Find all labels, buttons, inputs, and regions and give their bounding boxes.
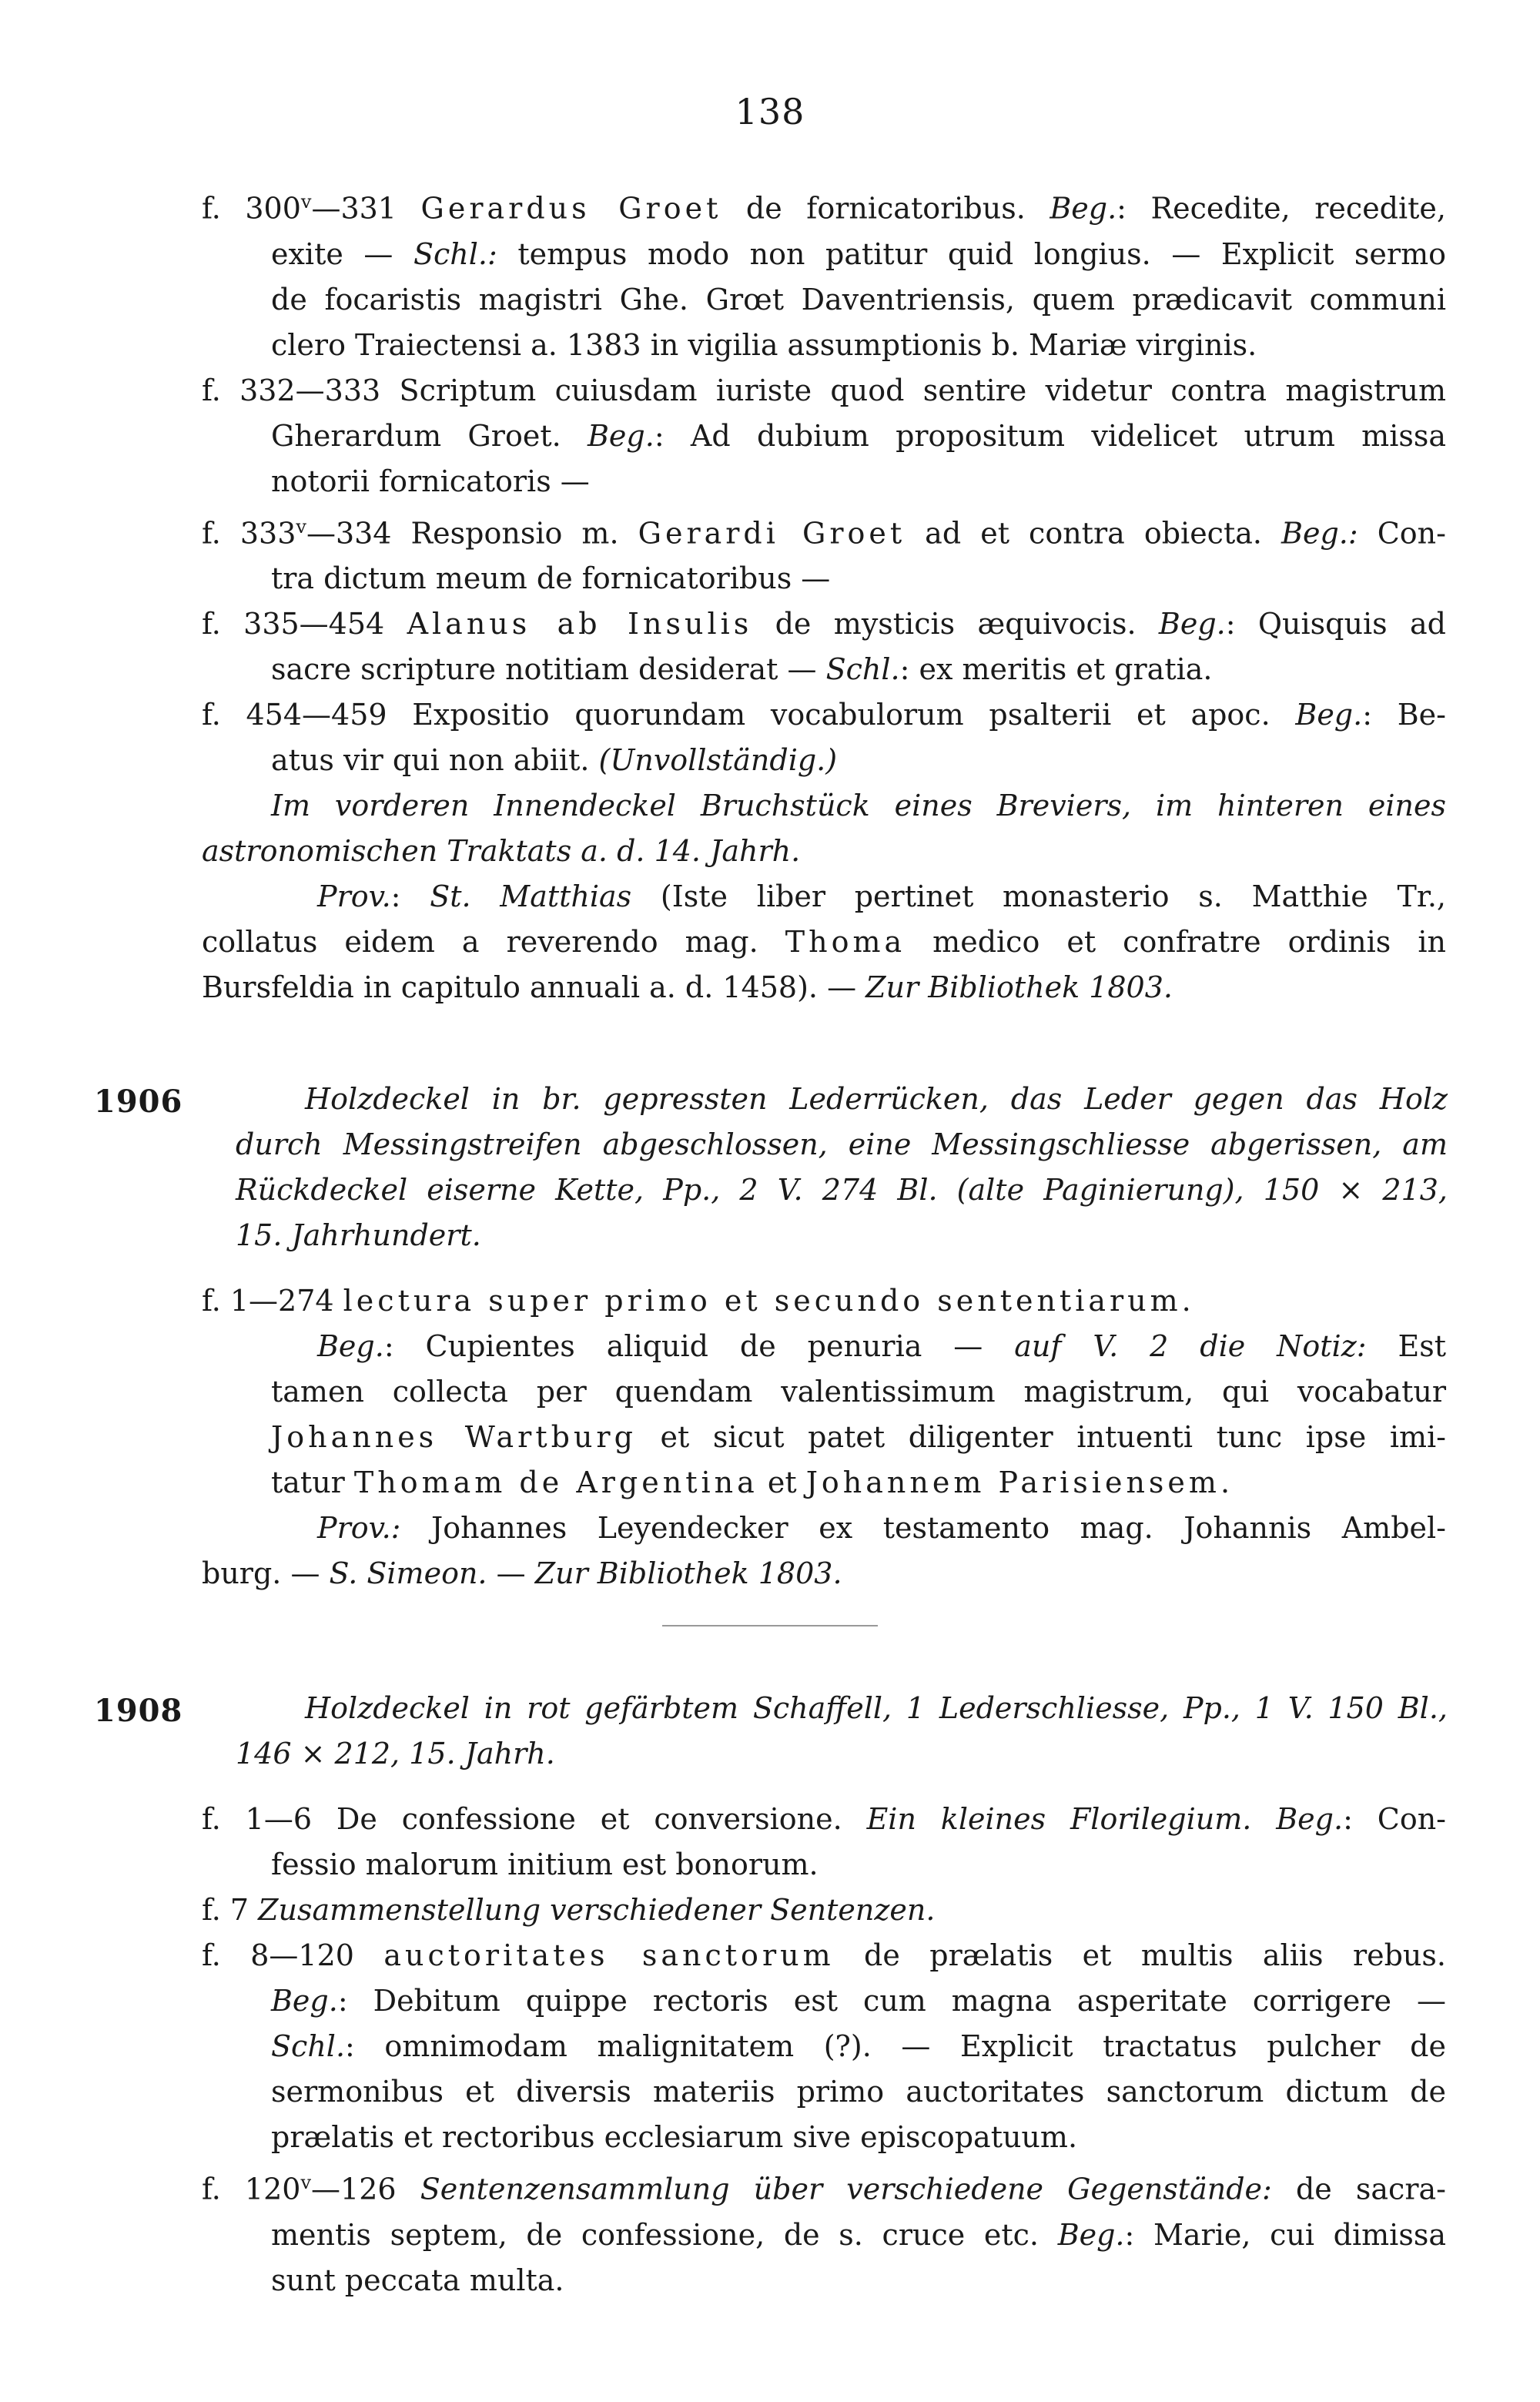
text-line: Prov.: Johannes Leyendecker ex testamento mag. Johannis Ambel- <box>317 1511 1446 1545</box>
text-line: Rückdeckel eiserne Kette, Pp., 2 V. 274 Bl. (alte Paginierung), 150 × 213, <box>236 1173 1448 1207</box>
text-line: f. 332—333 Scriptum cuiusdam iuriste quod sentire videtur contra magistrum <box>202 373 1446 407</box>
text-line: sermonibus et diversis materiis primo auctoritates sanctorum dictum de <box>271 2075 1446 2109</box>
text-line: Im vorderen Innendeckel Bruchstück eines Breviers, im hinteren eines <box>271 789 1446 823</box>
entry-1906-description <box>236 1077 1448 1258</box>
text-line: burg. — S. Simeon. — Zur Bibliothek 1803. <box>202 1556 842 1590</box>
text-line: Schl.: omnimodam malignitatem (?). — Explicit tractatus pulcher de <box>271 2029 1446 2063</box>
text-line: Beg.: Cupientes aliquid de penuria — auf V. 2 die Notiz: Est <box>317 1329 1446 1363</box>
text-line: Bursfeldia in capitulo annuali a. d. 1458). — Zur Bibliothek 1803. <box>202 970 1173 1005</box>
text-line: f. 8—120 auctoritates sanctorum de prælatis et multis aliis rebus. <box>202 1938 1446 1972</box>
text-line: prælatis et rectoribus ecclesiarum sive episcopatuum. <box>271 2120 1078 2154</box>
text-line: collatus eidem a reverendo mag. Thoma medico et confratre ordinis in <box>202 925 1446 960</box>
text-line: 146 × 212, 15. Jahrh. <box>236 1737 555 1771</box>
text-line: Holzdeckel in rot gefärbtem Schaffell, 1 Lederschliesse, Pp., 1 V. 150 Bl., <box>305 1691 1448 1725</box>
text-line: mentis septem, de confessione, de s. cruce etc. Beg.: Marie, cui dimissa <box>271 2217 1446 2252</box>
text-line: Gherardum Groet. Beg.: Ad dubium propositum videlicet utrum missa <box>271 418 1447 453</box>
text-line: sacre scripture notitiam desiderat — Schl.: ex meritis et gratia. <box>271 652 1213 687</box>
text-line: sunt peccata multa. <box>271 2263 564 2297</box>
text-line: Prov.: St. Matthias (Iste liber pertinet monasterio s. Matthie Tr., <box>317 879 1446 914</box>
text-line: f. 335—454 Alanus ab Insulis de mysticis æquivocis. Beg.: Quisquis ad <box>202 607 1446 642</box>
text-line: Holzdeckel in br. gepressten Lederrücken, das Leder gegen das Holz <box>305 1082 1448 1116</box>
entry-number-1906: 1906 <box>94 1084 183 1120</box>
text-line: Johannes Wartburg et sicut patet diligenter intuenti tunc ipse imi- <box>271 1420 1446 1454</box>
separator-rule <box>662 1625 878 1626</box>
text-line: f. 333$^v$—334 Responsio m. Gerardi Groet ad et contra obiecta. Beg.: Con- <box>202 515 1446 551</box>
text-line: de focaristis magistri Ghe. Grœt Daventriensis, quem prædicavit communi <box>271 282 1446 317</box>
text-line: tra dictum meum de fornicatoribus — <box>271 561 831 596</box>
text-line: atus vir qui non abiit. (Unvollständig.) <box>271 743 838 778</box>
text-line: f. 120$^v$—126 Sentenzensammlung über verschiedene Gegenstände: de sacra- <box>202 2172 1446 2206</box>
text-line: astronomischen Traktats a. d. 14. Jahrh. <box>202 834 801 869</box>
entry-1908-description <box>236 1686 1448 1777</box>
text-line: f. 1—274 lectura super primo et secundo sententiarum. <box>202 1284 1195 1318</box>
text-line: f. 454—459 Expositio quorundam vocabulorum psalterii et apoc. Beg.: Be- <box>202 698 1446 732</box>
text-line: f. 7 Zusammenstellung verschiedener Sentenzen. <box>202 1893 936 1927</box>
text-line: tatur Thomam de Argentina et Johannem Parisiensem. <box>271 1466 1234 1499</box>
entry-1906-contents <box>202 1278 1446 1596</box>
text-line: clero Traiectensi a. 1383 in vigilia assumptionis b. Mariæ virginis. <box>271 327 1257 362</box>
text-line: fessio malorum initium est bonorum. <box>271 1848 819 1881</box>
text-line: f. 300$^v$—331 Gerardus Groet de fornicatoribus. Beg.: Recedite, recedite, <box>202 191 1446 226</box>
entry-number-1908: 1908 <box>94 1693 183 1729</box>
text-line: f. 1—6 De confessione et conversione. Ein kleines Florilegium. Beg.: Con- <box>202 1802 1447 1836</box>
page-number: 138 <box>735 91 805 132</box>
text-line: notorii fornicatoris — <box>271 464 590 498</box>
text-line: Beg.: Debitum quippe rectoris est cum magna asperitate corrigere — <box>271 1984 1446 2018</box>
text-line: exite — Schl.: tempus modo non patitur quid longius. — Explicit sermo <box>271 236 1446 271</box>
text-line: tamen collecta per quendam valentissimum magistrum, qui vocabatur <box>271 1375 1446 1409</box>
entry-1908-contents <box>202 1797 1446 2303</box>
entry-1905-contents <box>202 179 1446 1010</box>
text-line: 15. Jahrhundert. <box>236 1218 481 1252</box>
text-line: durch Messingstreifen abgeschlossen, eine Messingschliesse abgerissen, am <box>236 1127 1448 1161</box>
